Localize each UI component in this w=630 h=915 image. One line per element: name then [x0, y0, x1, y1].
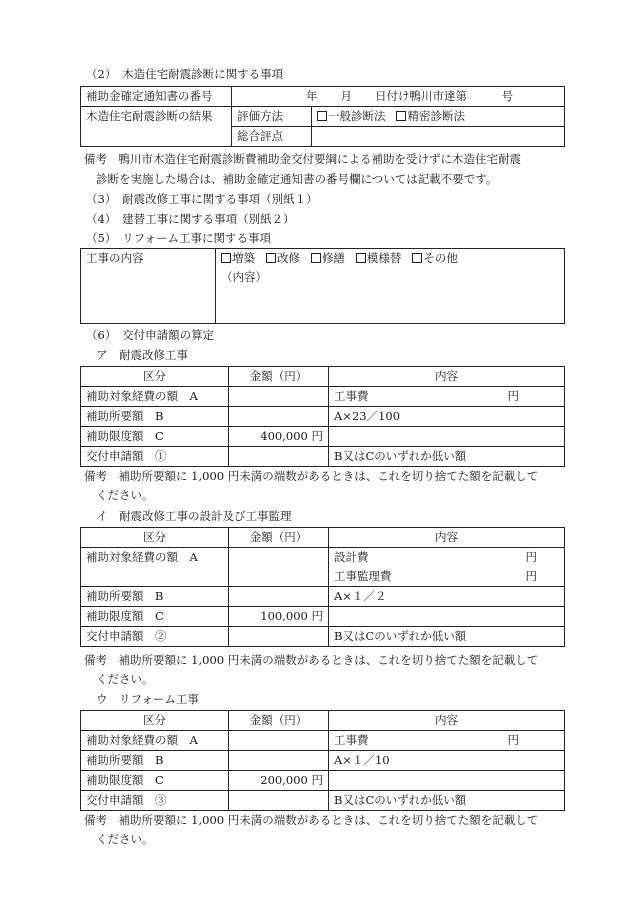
- table-i-header-amount: 金額（円）: [229, 528, 329, 548]
- table-u-title: ウ リフォーム工事: [96, 692, 199, 706]
- table-i-row4-label: 交付申請額 ②: [81, 627, 229, 647]
- work-content-cell: [216, 249, 565, 324]
- table-i-row2-label: 補助所要額 B: [81, 587, 229, 607]
- table-a: [80, 366, 565, 467]
- reform-work-table: [80, 248, 565, 324]
- table-u-header-content: 内容: [329, 711, 565, 731]
- diagnosis-table: [80, 86, 565, 147]
- table-u-row1-amount[interactable]: [229, 731, 329, 751]
- table-i-row1-content[interactable]: 設計費 円 工事監理費 円: [329, 548, 565, 587]
- table-a-row2-content: A×23／100: [329, 407, 565, 427]
- table-u-row3-label: 補助限度額 C: [81, 771, 229, 791]
- table-i-note-line2: ください。: [96, 672, 154, 686]
- section-4-heading: （4） 建替工事に関する事項（別紙２）: [86, 212, 295, 226]
- section-2-note-line2: 診断を実施した場合は、補助金確定通知書の番号欄については記載不要です。: [96, 172, 498, 186]
- general-method-checkbox[interactable]: [317, 111, 327, 121]
- table-a-row1-amount[interactable]: [229, 387, 329, 407]
- other-label: その他: [423, 251, 458, 265]
- table-i-row2-amount[interactable]: [229, 587, 329, 607]
- notice-number-value[interactable]: 年 月 日付け鴨川市達第 号: [232, 87, 565, 107]
- table-a-row4-label: 交付申請額 ①: [81, 447, 229, 467]
- method-options: [312, 107, 565, 127]
- notice-number-label: 補助金確定通知書の番号: [81, 87, 232, 107]
- other-checkbox[interactable]: [412, 253, 422, 263]
- table-i-row2-content: A×１／２: [329, 587, 565, 607]
- section-2-note-line1: 備考 鴨川市木造住宅耐震診断費補助金交付要綱による補助を受けずに木造住宅耐震: [84, 152, 521, 166]
- table-a-header-content: 内容: [329, 367, 565, 387]
- table-a-row2-label: 補助所要額 B: [81, 407, 229, 427]
- table-i-row1-amount[interactable]: [229, 548, 329, 587]
- repair-checkbox[interactable]: [311, 253, 321, 263]
- section-6-heading: （6） 交付申請額の算定: [86, 328, 215, 342]
- repair-label: 修繕: [321, 251, 345, 265]
- table-u-row3-content: [329, 771, 565, 791]
- table-u-row4-content: B又はCのいずれか低い額: [329, 791, 565, 811]
- table-u-row2-content: A×１／10: [329, 751, 565, 771]
- table-u-row1-label: 補助対象経費の額 A: [81, 731, 229, 751]
- extension-checkbox[interactable]: [221, 253, 231, 263]
- total-score-value[interactable]: [312, 127, 565, 147]
- table-a-row1-content[interactable]: 工事費 円: [329, 387, 565, 407]
- table-u-note-line1: 備考 補助所要額に 1,000 円未満の端数があるときは、これを切り捨てた額を記載して: [84, 813, 539, 827]
- table-i-row3-label: 補助限度額 C: [81, 607, 229, 627]
- table-u-header-amount: 金額（円）: [229, 711, 329, 731]
- table-u-row1-content[interactable]: 工事費 円: [329, 731, 565, 751]
- precise-method-label: 精密診断法: [407, 109, 465, 123]
- table-u-row3-amount: 200,000 円: [229, 771, 329, 791]
- diagnosis-result-label: 木造住宅耐震診断の結果: [81, 107, 232, 147]
- table-a-note-line1: 備考 補助所要額に 1,000 円未満の端数があるときは、これを切り捨てた額を記載して: [84, 469, 539, 483]
- table-i-row4-amount[interactable]: [229, 627, 329, 647]
- table-u: [80, 710, 565, 811]
- table-u-row2-label: 補助所要額 B: [81, 751, 229, 771]
- table-a-row4-amount[interactable]: [229, 447, 329, 467]
- table-i-row1-label: 補助対象経費の額 A: [81, 548, 229, 587]
- table-a-row2-amount[interactable]: [229, 407, 329, 427]
- table-i-header-content: 内容: [329, 528, 565, 548]
- table-i-title: イ 耐震改修工事の設計及び工事監理: [96, 509, 292, 523]
- section-5-heading: （5） リフォーム工事に関する事項: [86, 231, 271, 245]
- table-a-row3-content: [329, 427, 565, 447]
- extension-label: 増築: [232, 251, 255, 265]
- section-3-heading: （3） 耐震改修工事に関する事項（別紙１）: [86, 192, 318, 206]
- table-a-header-kubun: 区分: [81, 367, 229, 387]
- work-type-options: [221, 249, 559, 268]
- table-u-header-kubun: 区分: [81, 711, 229, 731]
- table-u-note-line2: ください。: [96, 832, 154, 846]
- method-label: 評価方法: [232, 107, 312, 127]
- total-score-label: 総合評点: [232, 127, 312, 147]
- content-label: （内容）: [221, 270, 267, 284]
- remodel-checkbox[interactable]: [356, 253, 366, 263]
- general-method-label: 一般診断法: [328, 109, 386, 123]
- table-a-note-line2: ください。: [96, 488, 154, 502]
- table-u-row4-label: 交付申請額 ③: [81, 791, 229, 811]
- section-2-heading: （2） 木造住宅耐震診断に関する事項: [86, 67, 284, 81]
- renovation-checkbox[interactable]: [266, 253, 276, 263]
- table-a-row3-label: 補助限度額 C: [81, 427, 229, 447]
- table-i-row3-content: [329, 607, 565, 627]
- work-content-label: 工事の内容: [81, 249, 216, 324]
- table-u-row4-amount[interactable]: [229, 791, 329, 811]
- table-i-header-kubun: 区分: [81, 528, 229, 548]
- table-i-row4-content: B又はCのいずれか低い額: [329, 627, 565, 647]
- table-a-row4-content: B又はCのいずれか低い額: [329, 447, 565, 467]
- table-a-header-amount: 金額（円）: [229, 367, 329, 387]
- precise-method-checkbox[interactable]: [396, 111, 406, 121]
- table-i-row3-amount: 100,000 円: [229, 607, 329, 627]
- table-a-row1-label: 補助対象経費の額 A: [81, 387, 229, 407]
- table-a-row3-amount: 400,000 円: [229, 427, 329, 447]
- table-u-row2-amount[interactable]: [229, 751, 329, 771]
- table-i-note-line1: 備考 補助所要額に 1,000 円未満の端数があるときは、これを切り捨てた額を記載して: [84, 653, 539, 667]
- remodel-label: 模様替: [366, 251, 402, 265]
- table-i: [80, 527, 565, 647]
- table-a-title: ア 耐震改修工事: [96, 348, 188, 362]
- renovation-label: 改修: [276, 251, 300, 265]
